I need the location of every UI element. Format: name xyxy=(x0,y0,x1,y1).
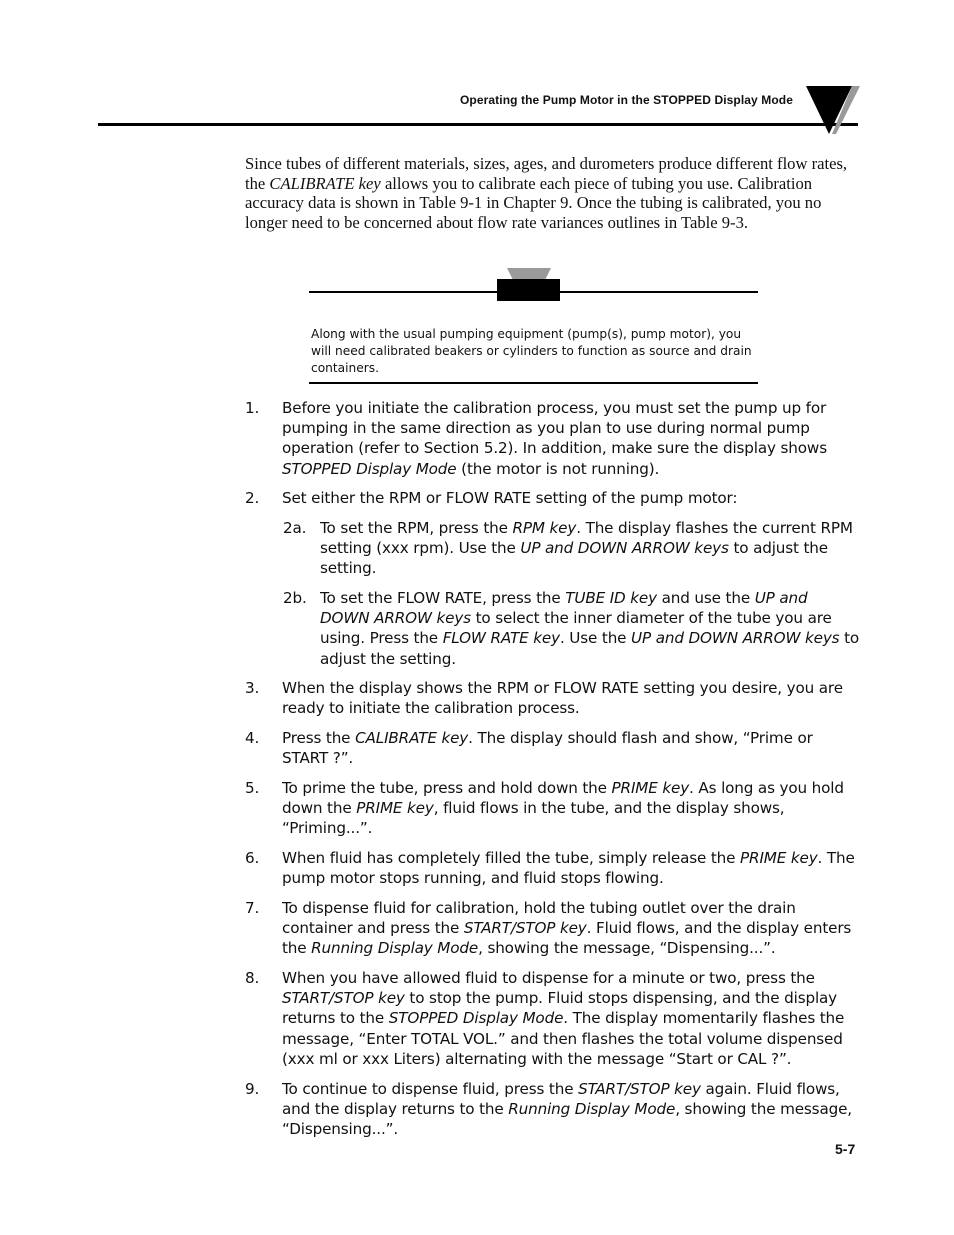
step-text: To set the FLOW RATE, press the TUBE ID key and use the UP and DOWN ARROW keys to select the inner diameter of the tube you are using. Press the FLOW RATE key. Use the UP and DOWN ARROW keys to adjust the setting. xyxy=(320,589,860,668)
intro-paragraph: Since tubes of different materials, sizes, ages, and durometers produce different flow rates, the CALIBRATE key allows you to calibrate each piece of tubing you use. Calibration accuracy data is shown in Table 9-1 in Chapter 9. Once the tubing is calibrated, you no longer need to be concerned about flow rate variances outlines in Table 9-3. xyxy=(245,154,848,232)
step-number: 9. xyxy=(245,1080,260,1098)
step-text: Before you initiate the calibration process, you must set the pump up for pumping in the same direction as you plan to use during normal pump operation (refer to Section 5.2). In addition, make sure the display shows STOPPED Display Mode (the motor is not running). xyxy=(282,399,827,478)
step-text: Press the CALIBRATE key. The display should flash and show, “Prime or START ?”. xyxy=(282,729,813,768)
step-number: 4. xyxy=(245,729,260,747)
step-number: 2. xyxy=(245,489,260,507)
step-number: 8. xyxy=(245,969,260,987)
step-text: When you have allowed fluid to dispense for a minute or two, press the START/STOP key to stop the pump. Fluid stops dispensing, and the display returns to the STOPPED Display Mode. The display momentarily flashes the message, “Enter TOTAL VOL.” and then flashes the total volume dispensed (xxx ml or xxx Liters) alternating with the message “Start or CAL ?”. xyxy=(282,969,845,1068)
step-number: 6. xyxy=(245,849,260,867)
step-text: To set the RPM, press the RPM key. The display flashes the current RPM setting (xxx rpm). Use the UP and DOWN ARROW keys to adjust the setting. xyxy=(320,519,853,578)
step-number: 7. xyxy=(245,899,260,917)
step-number: 5. xyxy=(245,779,260,797)
step-number: 2b. xyxy=(283,589,307,607)
step-text: When fluid has completely filled the tube, simply release the PRIME key. The pump motor stops running, and fluid stops flowing. xyxy=(282,849,855,888)
step-text: To dispense fluid for calibration, hold the tubing outlet over the drain container and press the START/STOP key. Fluid flows, and the display enters the Running Display Mode, showing the message, “Dispensing...”. xyxy=(282,899,852,958)
page-number: 5-7 xyxy=(835,1141,856,1157)
running-header: Operating the Pump Motor in the STOPPED Display Mode xyxy=(459,93,793,107)
header-rule xyxy=(98,123,858,126)
step-text: When the display shows the RPM or FLOW RATE setting you desire, you are ready to initiate the calibration process. xyxy=(282,679,843,718)
note-label-bar xyxy=(497,279,560,301)
step-number: 2a. xyxy=(283,519,307,537)
step-text: To prime the tube, press and hold down the PRIME key. As long as you hold down the PRIME key, fluid flows in the tube, and the display shows, “Priming...”. xyxy=(282,779,844,838)
triangle-marker-icon xyxy=(806,86,860,136)
step-text: To continue to dispense fluid, press the START/STOP key again. Fluid flows, and the display returns to the Running Display Mode, showing the message, “Dispensing...”. xyxy=(282,1080,852,1139)
note-bottom-rule xyxy=(309,382,758,384)
note-text: Along with the usual pumping equipment (pump(s), pump motor), you will need calibrated beakers or cylinders to function as source and drain containers. xyxy=(311,327,752,375)
step-number: 1. xyxy=(245,399,260,417)
step-text: Set either the RPM or FLOW RATE setting of the pump motor: xyxy=(282,489,738,507)
step-number: 3. xyxy=(245,679,260,697)
